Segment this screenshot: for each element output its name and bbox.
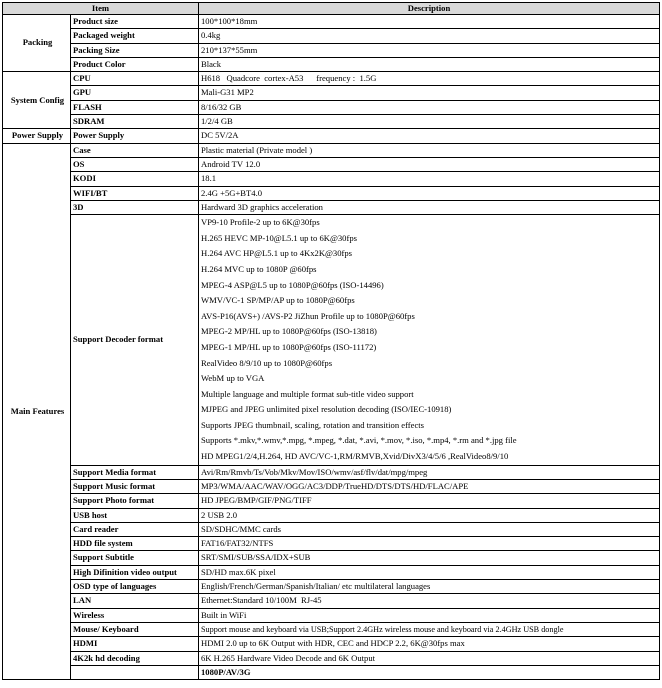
category-packing: Packing xyxy=(3,15,71,72)
spec-item: OSD type of languages xyxy=(71,580,199,594)
spec-value: Built in WiFi xyxy=(199,608,660,622)
decoder-line: VP9-10 Profile-2 up to 6K@30fps xyxy=(201,217,320,228)
decoder-list xyxy=(199,215,660,466)
table-row xyxy=(3,522,660,536)
decoder-line: Supports *.mkv,*.wmv,*.mpg, *.mpeg, *.dat, *.avi, *.mov, *.iso, *.mp4, *.rm and *.jpg file xyxy=(201,435,517,446)
spec-item: 3D xyxy=(71,200,199,214)
spec-value: MP3/WMA/AAC/WAV/OGG/AC3/DDP/TrueHD/DTS/DTS/HD/FLAC/APE xyxy=(199,479,660,493)
spec-value: Black xyxy=(199,57,660,71)
spec-value: Mali-G31 MP2 xyxy=(199,86,660,100)
spec-value: Android TV 12.0 xyxy=(199,157,660,171)
table-row xyxy=(3,465,660,479)
spec-value: FAT16/FAT32/NTFS xyxy=(199,537,660,551)
category-blank xyxy=(71,665,199,679)
decoder-line: AVS-P16(AVS+) /AVS-P2 JiZhun Profile up to 1080P@60fps xyxy=(201,310,415,321)
table-row xyxy=(3,43,660,57)
spec-value: Ethernet:Standard 10/100M RJ-45 xyxy=(199,594,660,608)
table-row xyxy=(3,479,660,493)
table-row xyxy=(3,100,660,114)
spec-item: Support Photo format xyxy=(71,494,199,508)
spec-item: Case xyxy=(71,143,199,157)
table-row xyxy=(3,129,660,143)
table-row xyxy=(3,508,660,522)
spec-value: 6K H.265 Hardware Video Decode and 6K Output xyxy=(199,651,660,665)
table-row xyxy=(3,172,660,186)
table-row xyxy=(3,86,660,100)
spec-item: GPU xyxy=(71,86,199,100)
spec-item: Packing Size xyxy=(71,43,199,57)
table-row xyxy=(3,57,660,71)
spec-item: USB host xyxy=(71,508,199,522)
table-row xyxy=(3,637,660,651)
table-row xyxy=(3,157,660,171)
spec-value: 2.4G +5G+BT4.0 xyxy=(199,186,660,200)
spec-item: Mouse/ Keyboard xyxy=(71,622,199,636)
category-power-supply: Power Supply xyxy=(3,129,71,143)
spec-item: Product size xyxy=(71,15,199,29)
spec-value: 1/2/4 GB xyxy=(199,115,660,129)
spec-value: H618 Quadcore cortex-A53 frequency : 1.5G xyxy=(199,72,660,86)
table-row-decoder xyxy=(3,215,660,466)
decoder-line: WebM up to VGA xyxy=(201,373,265,384)
spec-item: 4K2k hd decoding xyxy=(71,651,199,665)
spec-item: 1080P/AV/3G xyxy=(199,665,660,679)
spec-item: HDMI xyxy=(71,637,199,651)
table-row xyxy=(3,537,660,551)
header-row xyxy=(3,3,660,15)
spec-item: Product Color xyxy=(71,57,199,71)
table-row xyxy=(3,594,660,608)
spec-item: KODI xyxy=(71,172,199,186)
spec-item: HDD file system xyxy=(71,537,199,551)
decoder-line: H.264 AVC HP@L5.1 up to 4Kx2K@30fps xyxy=(201,248,353,259)
table-row xyxy=(3,186,660,200)
decoder-line: H.264 MVC up to 1080P @60fps xyxy=(201,263,317,274)
decoder-line: H.265 HEVC MP-10@L5.1 up to 6K@30fps xyxy=(201,232,357,243)
spec-item: High Difinition video output xyxy=(71,565,199,579)
table-row xyxy=(3,565,660,579)
table-row xyxy=(3,15,660,29)
table-row xyxy=(3,29,660,43)
decoder-line: Multiple language and multiple format sub-title video support xyxy=(201,388,414,399)
category-system-config: System Config xyxy=(3,72,71,129)
table-row xyxy=(3,494,660,508)
spec-item: Power Supply xyxy=(71,129,199,143)
spec-value: 2 USB 2.0 xyxy=(199,508,660,522)
spec-table xyxy=(2,2,660,680)
spec-value: DC 5V/2A xyxy=(199,129,660,143)
decoder-line: MPEG-1 MP/HL up to 1080P@60fps (ISO-11172) xyxy=(201,341,377,352)
spec-item: Support Media format xyxy=(71,465,199,479)
spec-value: 100*100*18mm xyxy=(199,15,660,29)
spec-item: Support Subtitle xyxy=(71,551,199,565)
header-description: Description xyxy=(199,3,660,15)
spec-item: Packaged weight xyxy=(71,29,199,43)
spec-item: SDRAM xyxy=(71,115,199,129)
spec-item: OS xyxy=(71,157,199,171)
decoder-line: MPEG-4 ASP@L5 up to 1080P@60fps (ISO-14496) xyxy=(201,279,384,290)
spec-item: LAN xyxy=(71,594,199,608)
spec-item: Support Music format xyxy=(71,479,199,493)
spec-item: Support Decoder format xyxy=(71,215,199,466)
spec-value: 210*137*55mm xyxy=(199,43,660,57)
decoder-line: RealVideo 8/9/10 up to 1080P@60fps xyxy=(201,357,333,368)
decoder-line: MJPEG and JPEG unlimited pixel resolution decoding (ISO/IEC-10918) xyxy=(201,404,452,415)
table-row xyxy=(3,580,660,594)
table-row xyxy=(3,665,660,679)
spec-value: Plastic material (Private model ) xyxy=(199,143,660,157)
spec-value: Avi/Rm/Rmvb/Ts/Vob/Mkv/Mov/ISO/wmv/asf/flv/dat/mpg/mpeg xyxy=(199,465,660,479)
table-row xyxy=(3,551,660,565)
table-row xyxy=(3,143,660,157)
header-item: Item xyxy=(3,3,199,15)
spec-value: Support mouse and keyboard via USB;Support 2.4GHz wireless mouse and keyboard via 2.4GHz USB dongle xyxy=(199,622,660,636)
decoder-line: WMV/VC-1 SP/MP/AP up to 1080P@60fps xyxy=(201,295,355,306)
decoder-line: Supports JPEG thumbnail, scaling, rotation and transition effects xyxy=(201,419,425,430)
spec-value: 18.1 xyxy=(199,172,660,186)
spec-value: SRT/SMI/SUB/SSA/IDX+SUB xyxy=(199,551,660,565)
spec-value: SD/HD max.6K pixel xyxy=(199,565,660,579)
spec-item: Card reader xyxy=(71,522,199,536)
spec-value: HD JPEG/BMP/GIF/PNG/TIFF xyxy=(199,494,660,508)
decoder-line: HD MPEG1/2/4,H.264, HD AVC/VC-1,RM/RMVB,Xvid/DivX3/4/5/6 ,RealVideo8/9/10 xyxy=(201,451,509,462)
table-row xyxy=(3,608,660,622)
spec-value: HDMI 2.0 up to 6K Output with HDR, CEC and HDCP 2.2, 6K@30fps max xyxy=(199,637,660,651)
spec-item: Wireless xyxy=(71,608,199,622)
spec-item: CPU xyxy=(71,72,199,86)
spec-value: 0.4kg xyxy=(199,29,660,43)
table-row xyxy=(3,115,660,129)
spec-item: WIFI/BT xyxy=(71,186,199,200)
category-main-features: Main Features xyxy=(3,143,71,679)
table-row xyxy=(3,651,660,665)
table-row xyxy=(3,200,660,214)
spec-value: Hardward 3D graphics acceleration xyxy=(199,200,660,214)
spec-value: 8/16/32 GB xyxy=(199,100,660,114)
table-row xyxy=(3,622,660,636)
spec-value: English/French/German/Spanish/Italian/ etc multilateral languages xyxy=(199,580,660,594)
table-row xyxy=(3,72,660,86)
spec-value: SD/SDHC/MMC cards xyxy=(199,522,660,536)
spec-item: FLASH xyxy=(71,100,199,114)
decoder-line: MPEG-2 MP/HL up to 1080P@60fps (ISO-13818) xyxy=(201,326,377,337)
